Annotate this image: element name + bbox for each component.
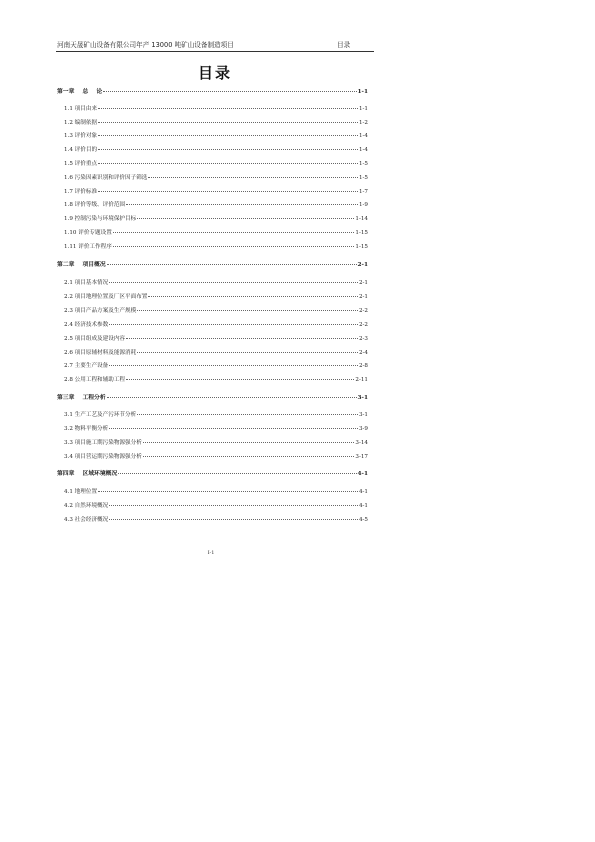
toc-section-entry[interactable] bbox=[64, 410, 368, 420]
toc-entry-page: 3-14 bbox=[355, 440, 368, 446]
toc-dot-leader bbox=[98, 191, 358, 192]
toc-entry-page: 4-1 bbox=[358, 489, 368, 495]
toc-entry-page: 3-1 bbox=[358, 412, 368, 418]
toc-entry-label: 2.6 项目原辅材料及能源消耗 bbox=[64, 349, 137, 356]
toc-entry-label: 2.4 经济技术参数 bbox=[64, 322, 109, 328]
toc-title: 目录 bbox=[197, 64, 232, 82]
header-rule bbox=[56, 51, 374, 52]
toc-entry-page: 2-11 bbox=[355, 377, 368, 383]
page-header-title: 河南天晟矿山设备有限公司年产 13000 吨矿山设备制造项目 bbox=[57, 41, 234, 49]
toc-entry-label: 1.2 编制依据 bbox=[64, 119, 98, 126]
toc-entry-label: 1.8 评价等级、评价范围 bbox=[64, 202, 126, 208]
toc-entry-label: 2.1 项目基本情况 bbox=[64, 280, 109, 286]
toc-dot-leader bbox=[137, 218, 354, 219]
toc-entry-label: 2.8 公用工程和辅助工程 bbox=[64, 377, 126, 383]
toc-entry-page: 1-14 bbox=[355, 216, 368, 222]
toc-entry-label: 第四章 区域环境概况 bbox=[57, 471, 118, 477]
toc-entry-label: 1.5 评价重点 bbox=[64, 161, 98, 167]
toc-section-entry[interactable] bbox=[64, 424, 368, 434]
toc-entry-label: 1.3 评价对象 bbox=[64, 133, 98, 139]
toc-entry-label: 2.7 主要生产设备 bbox=[64, 363, 109, 369]
toc-section-entry[interactable] bbox=[64, 375, 368, 385]
toc-dot-leader bbox=[113, 232, 355, 233]
toc-entry-page: 1-15 bbox=[355, 243, 368, 250]
toc-chapter-entry[interactable] bbox=[57, 87, 368, 97]
toc-entry-page: 4-1 bbox=[358, 503, 368, 509]
toc-dot-leader bbox=[137, 310, 358, 311]
toc-entry-page: 1-15 bbox=[355, 230, 368, 236]
toc-section-entry[interactable] bbox=[64, 292, 368, 302]
toc-entry-label: 第二章 项目概况 bbox=[57, 262, 106, 268]
toc-section-entry[interactable] bbox=[64, 501, 368, 511]
toc-entry-page: 2-1 bbox=[358, 294, 368, 300]
toc-section-entry[interactable] bbox=[64, 104, 368, 114]
toc-entry-page: 1-2 bbox=[358, 119, 368, 126]
toc-dot-leader bbox=[143, 442, 355, 443]
toc-section-entry[interactable] bbox=[64, 452, 368, 462]
toc-dot-leader bbox=[103, 91, 356, 92]
toc-section-entry[interactable] bbox=[64, 348, 368, 358]
toc-entry-label: 3.4 项目营运期污染物源强分析 bbox=[64, 454, 142, 460]
toc-entry-label: 第三章 工程分析 bbox=[57, 395, 106, 401]
toc-entry-label: 4.2 自然环境概况 bbox=[64, 503, 109, 509]
toc-entry-page: 4-5 bbox=[358, 517, 368, 523]
toc-entry-page: 2-1 bbox=[358, 280, 368, 286]
toc-entry-page: 1-4 bbox=[358, 133, 368, 139]
toc-entry-page: 2-3 bbox=[358, 336, 368, 342]
toc-section-entry[interactable] bbox=[64, 118, 368, 128]
toc-dot-leader bbox=[109, 505, 358, 506]
toc-entry-page: 1-9 bbox=[358, 202, 368, 208]
toc-section-entry[interactable] bbox=[64, 228, 368, 238]
page-header-section: 目录 bbox=[337, 41, 351, 49]
toc-entry-label: 第一章 总 论 bbox=[57, 89, 103, 95]
toc-entry-page: 2-1 bbox=[357, 262, 368, 268]
toc-dot-leader bbox=[137, 352, 358, 353]
toc-section-entry[interactable] bbox=[64, 145, 368, 155]
toc-section-entry[interactable] bbox=[64, 242, 368, 252]
toc-entry-label: 1.7 评价标准 bbox=[64, 188, 98, 195]
toc-dot-leader bbox=[98, 149, 358, 150]
toc-section-entry[interactable] bbox=[64, 278, 368, 288]
toc-entry-label: 1.6 污染因素识别和评价因子筛选 bbox=[64, 175, 148, 181]
toc-entry-label: 3.2 物料平衡分析 bbox=[64, 426, 109, 432]
toc-section-entry[interactable] bbox=[64, 361, 368, 371]
toc-dot-leader bbox=[148, 177, 358, 178]
toc-section-entry[interactable] bbox=[64, 200, 368, 210]
toc-dot-leader bbox=[98, 135, 358, 136]
toc-dot-leader bbox=[98, 163, 358, 164]
toc-section-entry[interactable] bbox=[64, 187, 368, 197]
toc-section-entry[interactable] bbox=[64, 173, 368, 183]
toc-section-entry[interactable] bbox=[64, 159, 368, 169]
toc-entry-label: 1.4 评价目的 bbox=[64, 147, 98, 153]
toc-dot-leader bbox=[118, 473, 356, 474]
toc-dot-leader bbox=[126, 338, 358, 339]
toc-section-entry[interactable] bbox=[64, 214, 368, 224]
toc-entry-label: 2.5 项目组成及建设内容 bbox=[64, 336, 126, 342]
toc-section-entry[interactable] bbox=[64, 131, 368, 141]
toc-entry-page: 2-2 bbox=[358, 308, 368, 314]
toc-entry-label: 1.10 评价专题设置 bbox=[64, 230, 112, 236]
toc-chapter-entry[interactable] bbox=[57, 260, 368, 270]
toc-section-entry[interactable] bbox=[64, 438, 368, 448]
toc-entry-label: 2.3 项目产品方案及生产规模 bbox=[64, 308, 137, 314]
toc-entry-label: 3.3 项目施工期污染物源强分析 bbox=[64, 440, 142, 446]
toc-entry-page: 1-5 bbox=[358, 175, 368, 181]
toc-entry-page: 3-1 bbox=[357, 395, 368, 401]
toc-entry-label: 3.1 生产工艺及产污环节分析 bbox=[64, 412, 137, 418]
toc-dot-leader bbox=[126, 379, 354, 380]
toc-dot-leader bbox=[148, 296, 358, 297]
toc-entry-label: 2.2 项目地理位置及厂区平面布置 bbox=[64, 294, 148, 300]
toc-entry-page: 3-17 bbox=[355, 454, 368, 460]
toc-dot-leader bbox=[109, 365, 358, 366]
toc-dot-leader bbox=[98, 108, 358, 109]
toc-section-entry[interactable] bbox=[64, 487, 368, 497]
toc-entry-label: 1.11 评价工作程序 bbox=[64, 243, 112, 250]
toc-dot-leader bbox=[98, 491, 358, 492]
toc-dot-leader bbox=[109, 519, 358, 520]
toc-entry-label: 1.1 项目由来 bbox=[64, 106, 98, 112]
toc-dot-leader bbox=[98, 122, 358, 123]
toc-entry-page: 4-1 bbox=[357, 471, 368, 477]
toc-entry-page: 2-4 bbox=[358, 349, 368, 356]
toc-dot-leader bbox=[143, 456, 355, 457]
toc-section-entry[interactable] bbox=[64, 320, 368, 330]
toc-dot-leader bbox=[109, 324, 358, 325]
toc-entry-label: 1.9 控制污染与环境保护目标 bbox=[64, 216, 137, 222]
toc-dot-leader bbox=[126, 204, 358, 205]
toc-section-entry[interactable] bbox=[64, 306, 368, 316]
toc-entry-label: 4.1 地理位置 bbox=[64, 489, 98, 495]
toc-entry-page: 1-5 bbox=[358, 161, 368, 167]
toc-section-entry[interactable] bbox=[64, 515, 368, 525]
toc-section-entry[interactable] bbox=[64, 334, 368, 344]
toc-entry-page: 1-1 bbox=[358, 106, 368, 112]
toc-dot-leader bbox=[137, 414, 358, 415]
toc-chapter-entry[interactable] bbox=[57, 469, 368, 479]
toc-dot-leader bbox=[113, 246, 355, 247]
toc-entry-page: 1-1 bbox=[357, 89, 368, 95]
toc-entry-page: 1-7 bbox=[358, 188, 368, 195]
toc-dot-leader bbox=[109, 428, 358, 429]
toc-entry-page: 3-9 bbox=[358, 426, 368, 432]
toc-dot-leader bbox=[107, 397, 357, 398]
toc-chapter-entry[interactable] bbox=[57, 393, 368, 403]
toc-entry-page: 2-2 bbox=[358, 322, 368, 328]
toc-dot-leader bbox=[109, 282, 358, 283]
toc-dot-leader bbox=[107, 264, 357, 265]
toc-entry-label: 4.3 社会经济概况 bbox=[64, 517, 109, 523]
toc-entry-page: 2-8 bbox=[358, 363, 368, 369]
footer-page-number: I-1 bbox=[207, 550, 215, 556]
toc-entry-page: 1-4 bbox=[358, 147, 368, 153]
